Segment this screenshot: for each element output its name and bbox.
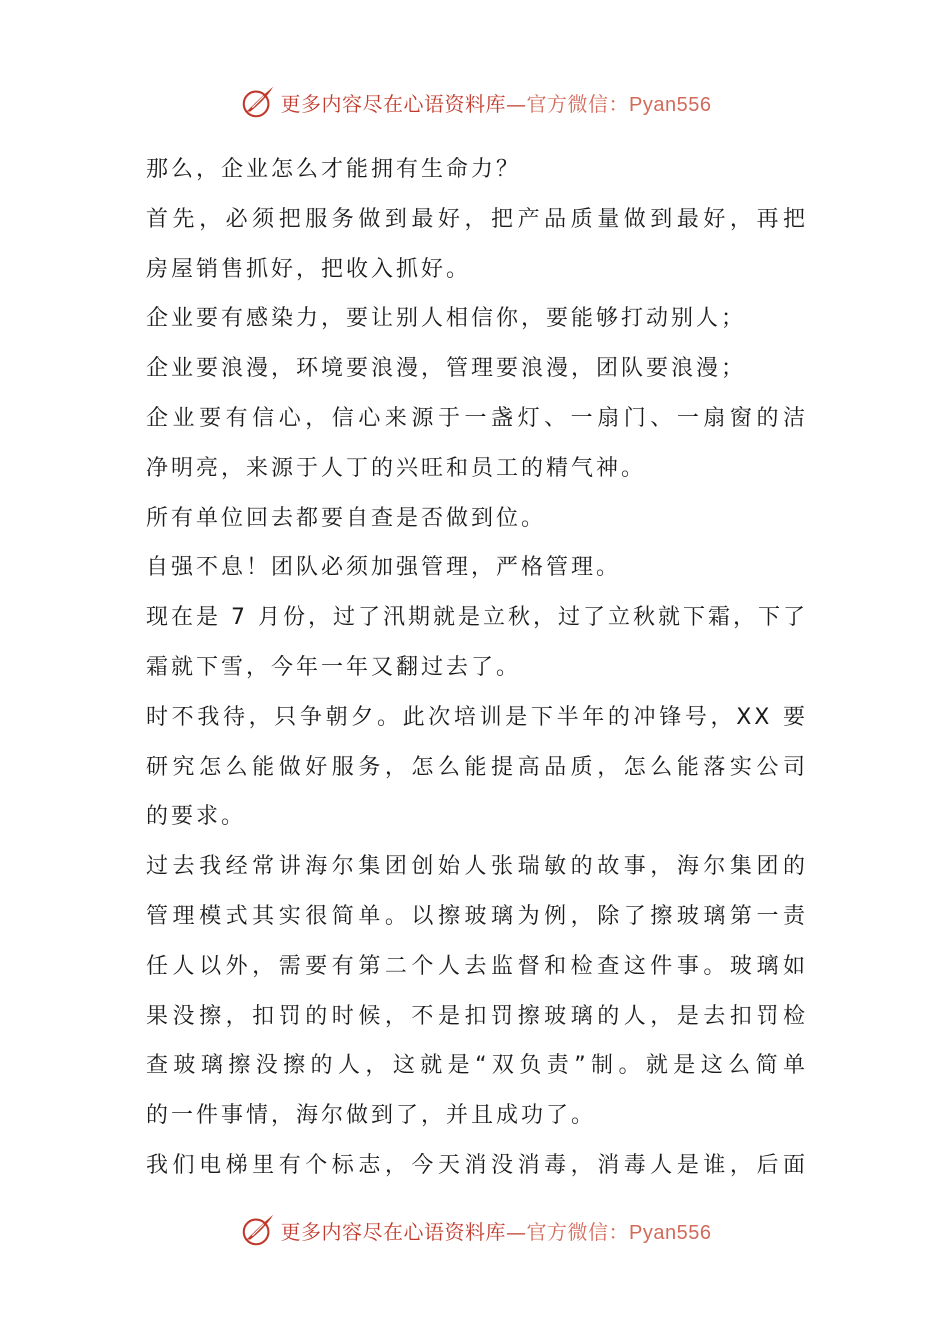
- footer-banner: [0, 1208, 950, 1252]
- quill-logo-icon: [239, 1211, 277, 1249]
- document-body: [146, 145, 808, 1191]
- text-line: 的要求。: [146, 804, 247, 830]
- banner-main-text: 更多内容尽在心语资料库—: [280, 1219, 527, 1244]
- banner-wechat-label: 官方微信：: [526, 1219, 630, 1244]
- banner-main-text: 更多内容尽在心语资料库—: [280, 91, 527, 116]
- text-line: 任人以外，需要有第二个人去监督和检查这件事。玻璃如: [146, 953, 808, 979]
- text-line: 自强不息！团队必须加强管理，严格管理。: [146, 555, 622, 581]
- text-line: 企业要有信心，信心来源于一盏灯、一扇门、一扇窗的洁: [146, 405, 808, 431]
- text-line: 过去我经常讲海尔集团创始人张瑞敏的故事，海尔集团的: [146, 854, 808, 880]
- banner-wechat-label: 官方微信：: [526, 91, 630, 116]
- banner-wechat-id: Pyan556: [629, 1221, 712, 1244]
- text-line: 霜就下雪，今年一年又翻过去了。: [146, 654, 522, 680]
- text-line: 所有单位回去都要自查是否做到位。: [146, 505, 547, 531]
- header-banner: [0, 80, 950, 124]
- header-banner-text: [281, 88, 712, 117]
- text-line: 那么，企业怎么才能拥有生命力？: [146, 157, 522, 182]
- text-line: 研究怎么能做好服务，怎么能提高品质，怎么能落实公司: [146, 754, 808, 780]
- text-line: 查玻璃擦没擦的人，这就是“双负责”制。就是这么简单: [146, 1053, 808, 1079]
- text-line: 首先，必须把服务做到最好，把产品质量做到最好，再把: [146, 206, 808, 232]
- text-line: 的一件事情，海尔做到了，并且成功了。: [146, 1103, 597, 1129]
- text-line: 我们电梯里有个标志，今天消没消毒，消毒人是谁，后面: [146, 1152, 808, 1178]
- text-line: 企业要有感染力，要让别人相信你，要能够打动别人；: [146, 306, 747, 332]
- text-line: 果没擦，扣罚的时候，不是扣罚擦玻璃的人，是去扣罚检: [146, 1003, 808, 1029]
- banner-wechat-id: Pyan556: [629, 93, 712, 116]
- text-line: 管理模式其实很简单。以擦玻璃为例，除了擦玻璃第一责: [146, 903, 808, 929]
- text-line: 企业要浪漫，环境要浪漫，管理要浪漫，团队要浪漫；: [146, 356, 747, 382]
- quill-logo-icon: [239, 83, 277, 121]
- text-line: 时不我待，只争朝夕。此次培训是下半年的冲锋号，XX 要: [146, 704, 808, 730]
- text-line: 房屋销售抓好，把收入抓好。: [146, 256, 472, 282]
- footer-banner-text: [281, 1216, 712, 1245]
- text-line: 现在是 7 月份，过了汛期就是立秋，过了立秋就下霜，下了: [146, 605, 808, 631]
- text-line: 净明亮，来源于人丁的兴旺和员工的精气神。: [146, 455, 647, 481]
